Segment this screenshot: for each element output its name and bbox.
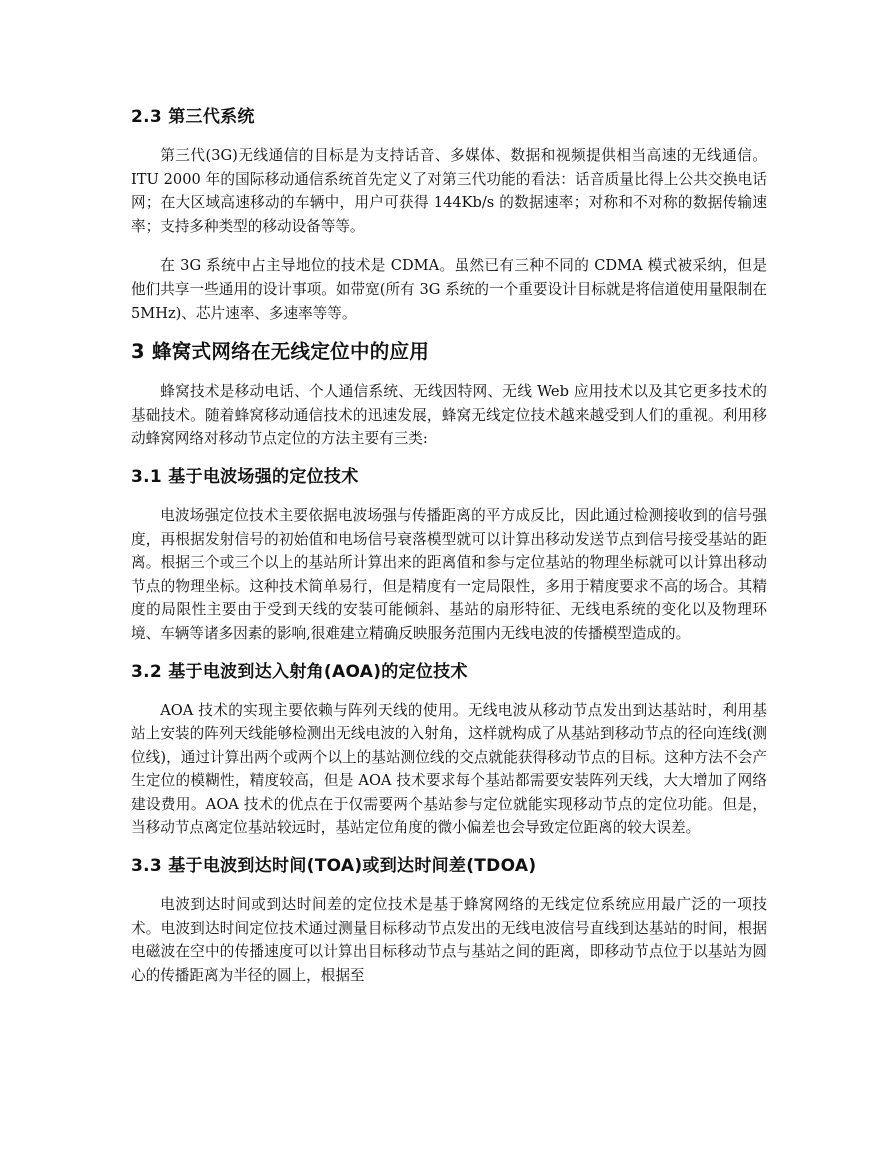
section-heading-3-1: 3.1 基于电波场强的定位技术 — [131, 466, 359, 487]
paragraph-field-strength: 电波场强定位技术主要依据电波场强与传播距离的平方成反比，因此通过检测接收到的信号强度，再根据发射信号的初始值和电场信号衰落模型就可以计算出移动发送节点到信号接受基站的距离。根据三个或三个以上的基站所计算出来的距离值和参与定位基站的物理坐标就可以计算出移动节点的物理坐标。这种技术简单易行，但是精度有一定局限性，多用于精度要求不高的场合。其精度的局限性主要由于受到天线的安装可能倾斜、基站的扇形特征、无线电系统的变化以及物理环境、车辆等诸多因素的影响,很难建立精确反映服务范围内无线电波的传播模型造成的。 — [131, 506, 767, 642]
document-page — [131, 104, 767, 987]
section-heading-3: 3 蜂窝式网络在无线定位中的应用 — [131, 340, 430, 364]
paragraph-aoa: AOA 技术的实现主要依赖与阵列天线的使用。无线电波从移动节点发出到达基站时，利用基站上安装的阵列天线能够检测出无线电波的入射角，这样就构成了从基站到移动节点的径向连线(测位线)，通过计算出两个或两个以上的基站测位线的交点就能获得移动节点的目标。这种方法不会产生定位的模糊性，精度较高，但是 AOA 技术要求每个基站都需要安装阵列天线，大大增加了网络建设费用。AOA 技术的优点在于仅需要两个基站参与定位就能实现移动节点的定位功能。但是，当移动节点离定位基站较远时，基站定位角度的微小偏差也会导致定位距离的较大误差。 — [131, 701, 767, 837]
paragraph-3g-cdma: 在 3G 系统中占主导地位的技术是 CDMA。虽然已有三种不同的 CDMA 模式被采纳，但是他们共享一些通用的设计事项。如带宽(所有 3G 系统的一个重要设计目标就是将信道使用量限制在 5MHz)、芯片速率、多速率等等。 — [131, 257, 767, 322]
section-heading-3-3: 3.3 基于电波到达时间(TOA)或到达时间差(TDOA) — [131, 856, 537, 877]
paragraph-3g-goals: 第三代(3G)无线通信的目标是为支持话音、多媒体、数据和视频提供相当高速的无线通信。ITU 2000 年的国际移动通信系统首先定义了对第三代功能的看法：话音质量比得上公共交换电话网；在大区域高速移动的车辆中，用户可获得 144Kb/s 的数据速率；对称和不对称的数据传输速率；支持多种类型的移动设备等等。 — [131, 147, 767, 235]
section-heading-2-3: 2.3 第三代系统 — [131, 107, 255, 127]
section-heading-3-2: 3.2 基于电波到达入射角(AOA)的定位技术 — [131, 661, 468, 682]
paragraph-toa-tdoa: 电波到达时间或到达时间差的定位技术是基于蜂窝网络的无线定位系统应用最广泛的一项技术。电波到达时间定位技术通过测量目标移动节点发出的无线电波信号直线到达基站的时间，根据电磁波在空中的传播速度可以计算出目标移动节点与基站之间的距离，即移动节点位于以基站为圆心的传播距离为半径的圆上，根据至 — [131, 896, 767, 984]
paragraph-cellular-intro: 蜂窝技术是移动电话、个人通信系统、无线因特网、无线 Web 应用技术以及其它更多技术的基础技术。随着蜂窝移动通信技术的迅速发展，蜂窝无线定位技术越来越受到人们的重视。利用移动蜂窝网络对移动节点定位的方法主要有三类: — [131, 383, 767, 448]
